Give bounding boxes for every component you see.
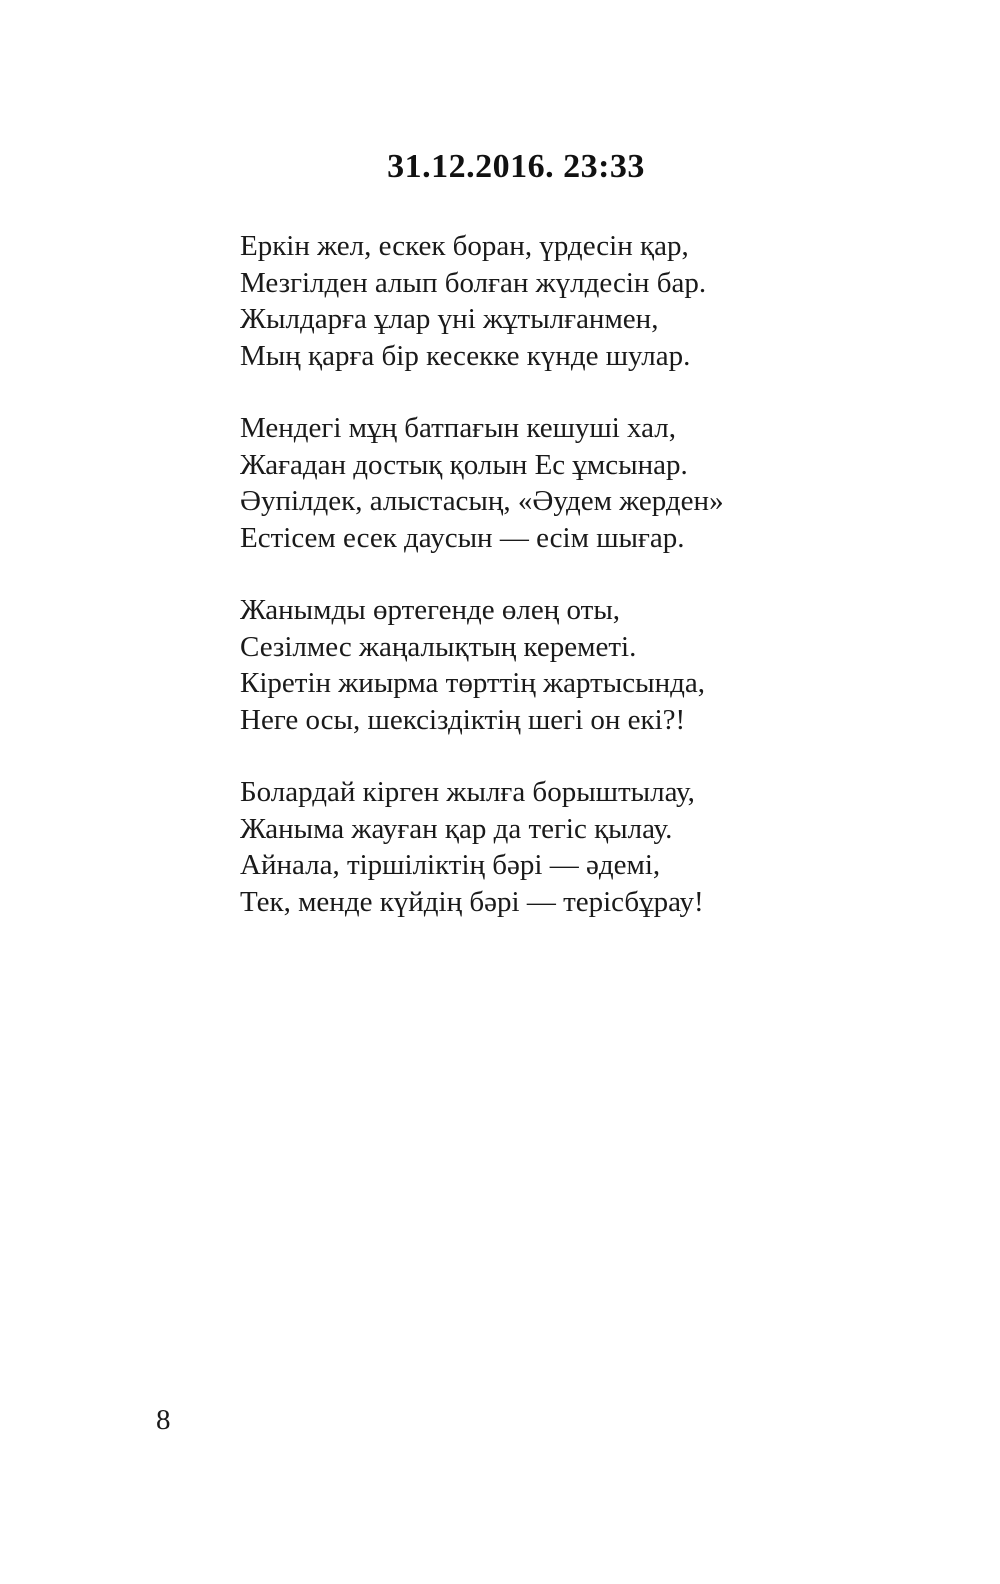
poem-line: Тек, менде күйдің бәрі — терісбұрау!: [240, 885, 704, 918]
poem-title: 31.12.2016. 23:33: [387, 148, 645, 185]
page-number: 8: [156, 1404, 171, 1436]
poem-line: Әупілдек, алыстасың, «Әудем жерден»: [240, 485, 724, 517]
stanza-2: [240, 410, 860, 556]
poem-line: Жағадан достық қолын Ес ұмсынар.: [240, 448, 688, 481]
poem-line: Еркін жел, ескек боран, үрдесін қар,: [240, 230, 689, 262]
stanza-4: [240, 774, 860, 920]
poem-body: [240, 228, 860, 956]
poem-line: Мың қарға бір кесекке күнде шулар.: [240, 339, 691, 372]
stanza-1: [240, 228, 860, 374]
poem-line: Жанымды өртегенде өлең оты,: [240, 594, 621, 626]
poem-line: Мезгілден алып болған жүлдесін бар.: [240, 266, 707, 299]
poem-line: Кіретін жиырма төрттің жартысында,: [240, 667, 706, 699]
poem-line: Сезілмес жаңалықтың кереметі.: [240, 630, 637, 663]
poem-line: Мендегі мұң батпағын кешуші хал,: [240, 412, 677, 444]
poem-line: Жылдарға ұлар үні жұтылғанмен,: [240, 303, 659, 335]
poem-line: Естісем есек даусын — есім шығар.: [240, 521, 685, 554]
poem-line: Болардай кірген жылға борыштылау,: [240, 776, 695, 808]
poem-line: Неге осы, шексіздіктің шегі он екі?!: [240, 703, 686, 736]
stanza-3: [240, 592, 860, 738]
poem-line: Айнала, тіршіліктің бәрі — әдемі,: [240, 849, 661, 881]
poem-line: Жаныма жауған қар да тегіс қылау.: [240, 812, 673, 845]
